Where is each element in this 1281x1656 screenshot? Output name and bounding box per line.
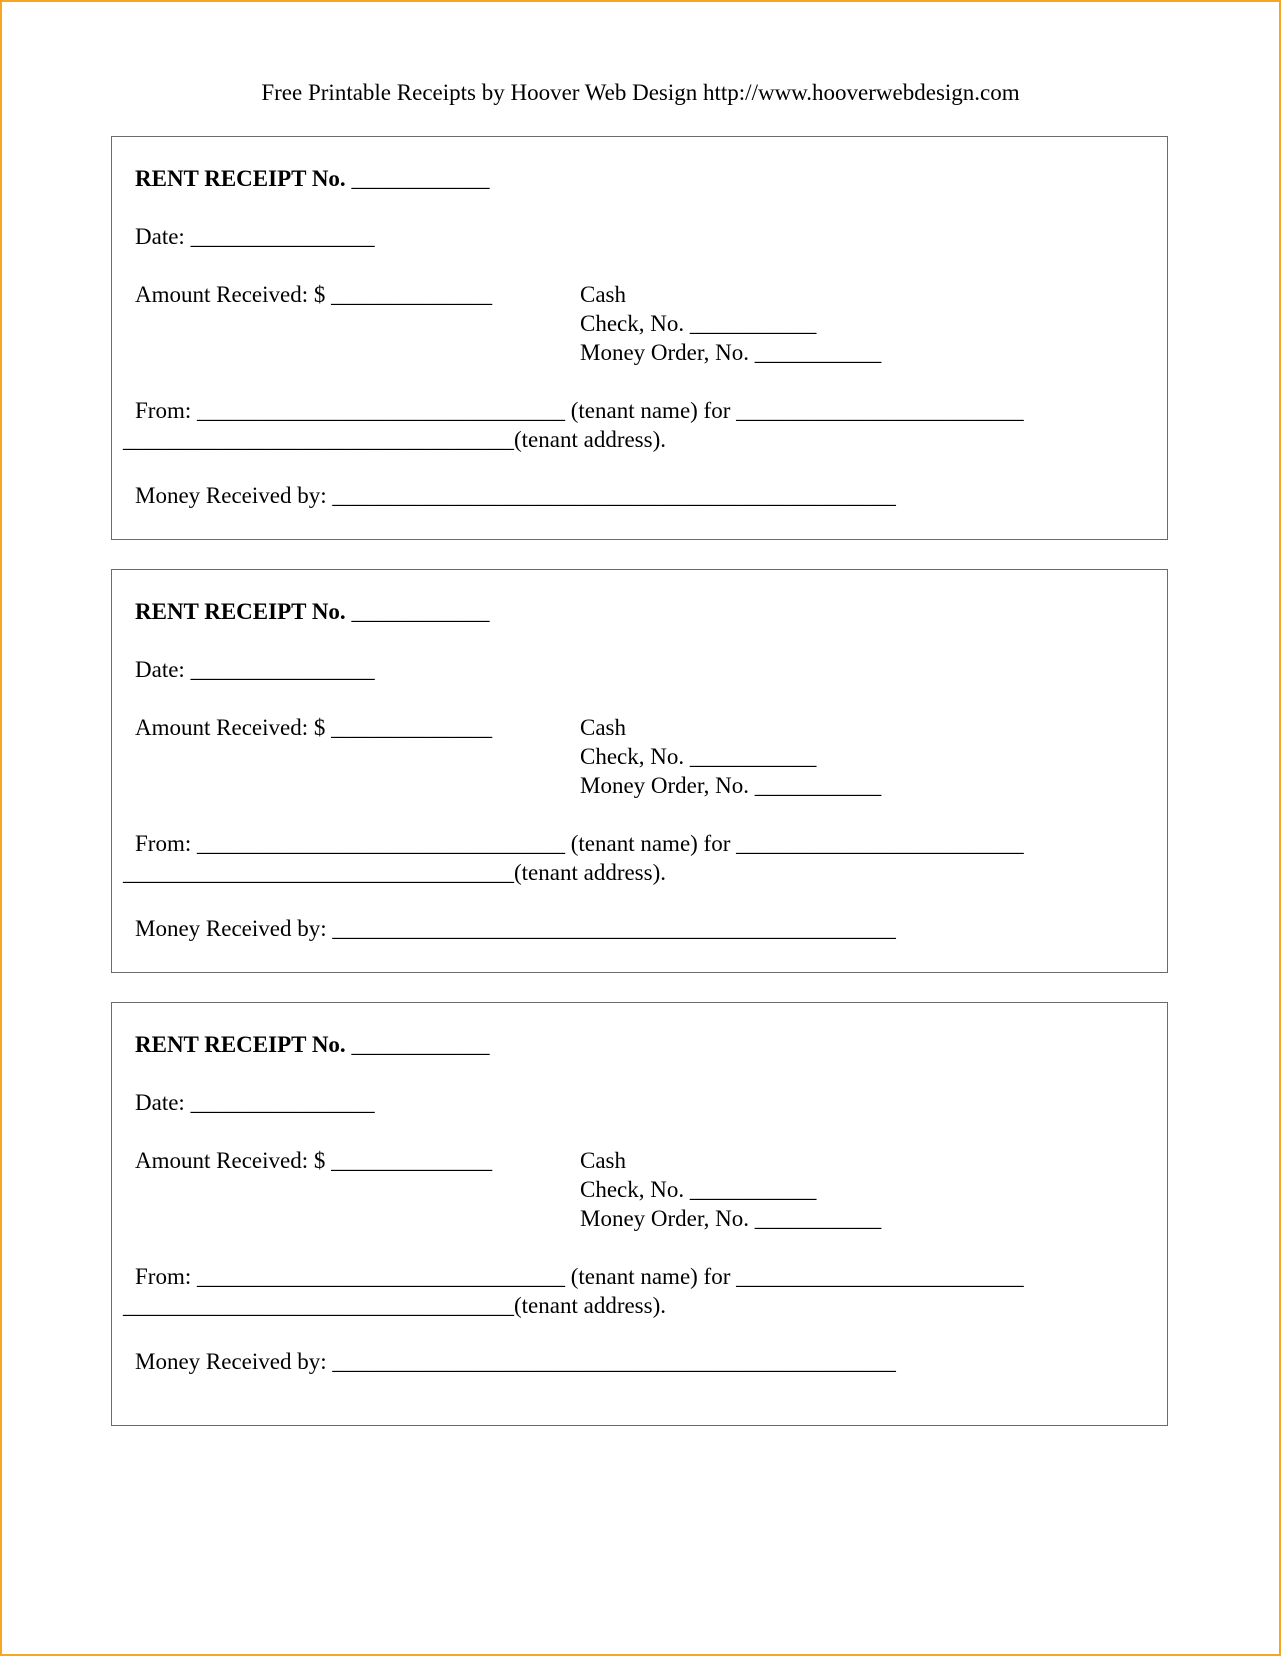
tenant-name-hint: (tenant name) for [570,398,731,423]
amount-line [135,281,492,309]
receipt-number-blank: ____________ [351,599,490,624]
money-order-label: Money Order, No. [580,1206,749,1231]
cash-option: Cash [580,282,626,307]
amount-label: Amount Received: $ [135,715,326,740]
from-line [135,1263,1024,1291]
date-blank: ________________ [190,657,375,682]
cash-option: Cash [580,1148,626,1173]
date-blank: ________________ [190,224,375,249]
received-by-blank: _________________________________________________ [332,1349,896,1374]
tenant-name-blank: ________________________________ [196,398,565,423]
tenant-name-blank: ________________________________ [196,1264,565,1289]
from-label: From: [135,1264,192,1289]
received-by-line [135,1348,896,1376]
check-blank: ___________ [689,1177,817,1202]
receipt-title: RENT RECEIPT No. [135,166,346,191]
date-line [135,656,375,684]
tenant-name-hint: (tenant name) for [570,831,731,856]
received-by-label: Money Received by: [135,483,327,508]
date-blank: ________________ [190,1090,375,1115]
tenant-address-hint: (tenant address). [514,427,666,452]
check-label: Check, No. [580,1177,685,1202]
receipt-number-blank: ____________ [351,166,490,191]
receipt-title-line [135,165,489,193]
amount-blank: ______________ [331,282,493,307]
receipt-box [111,1002,1168,1426]
address-blank: __________________________________ [123,427,514,452]
receipt-title: RENT RECEIPT No. [135,1032,346,1057]
receipt-box [111,136,1168,540]
money-order-line [580,339,881,367]
received-by-line [135,915,896,943]
receipt-title-line [135,598,489,626]
from-line [135,397,1024,425]
date-line [135,1089,375,1117]
date-label: Date: [135,657,185,682]
money-order-line [580,1205,881,1233]
check-line [580,743,816,771]
check-blank: ___________ [689,744,817,769]
cash-option: Cash [580,715,626,740]
check-label: Check, No. [580,744,685,769]
receipt-number-blank: ____________ [351,1032,490,1057]
tenant-name-hint: (tenant name) for [570,1264,731,1289]
amount-line [135,714,492,742]
check-line [580,310,816,338]
money-order-label: Money Order, No. [580,340,749,365]
receipt-title: RENT RECEIPT No. [135,599,346,624]
received-by-blank: _________________________________________________ [332,916,896,941]
from-label: From: [135,831,192,856]
amount-blank: ______________ [331,715,493,740]
address-line [123,1292,666,1320]
amount-blank: ______________ [331,1148,493,1173]
money-order-line [580,772,881,800]
tenant-name-blank: ________________________________ [196,831,565,856]
date-label: Date: [135,1090,185,1115]
amount-label: Amount Received: $ [135,282,326,307]
received-by-blank: _________________________________________________ [332,483,896,508]
amount-line [135,1147,492,1175]
received-by-label: Money Received by: [135,916,327,941]
tenant-for-blank: _________________________ [736,1264,1024,1289]
check-blank: ___________ [689,311,817,336]
tenant-for-blank: _________________________ [736,831,1024,856]
from-label: From: [135,398,192,423]
receipt-box [111,569,1168,973]
received-by-label: Money Received by: [135,1349,327,1374]
tenant-address-hint: (tenant address). [514,860,666,885]
address-line [123,859,666,887]
date-label: Date: [135,224,185,249]
receipt-title-line [135,1031,489,1059]
page-header: Free Printable Receipts by Hoover Web Design http://www.hooverwebdesign.com [261,80,1020,105]
date-line [135,223,375,251]
tenant-for-blank: _________________________ [736,398,1024,423]
check-line [580,1176,816,1204]
from-line [135,830,1024,858]
money-order-blank: ___________ [754,1206,882,1231]
money-order-blank: ___________ [754,340,882,365]
address-line [123,426,666,454]
address-blank: __________________________________ [123,1293,514,1318]
money-order-label: Money Order, No. [580,773,749,798]
tenant-address-hint: (tenant address). [514,1293,666,1318]
received-by-line [135,482,896,510]
amount-label: Amount Received: $ [135,1148,326,1173]
money-order-blank: ___________ [754,773,882,798]
check-label: Check, No. [580,311,685,336]
address-blank: __________________________________ [123,860,514,885]
